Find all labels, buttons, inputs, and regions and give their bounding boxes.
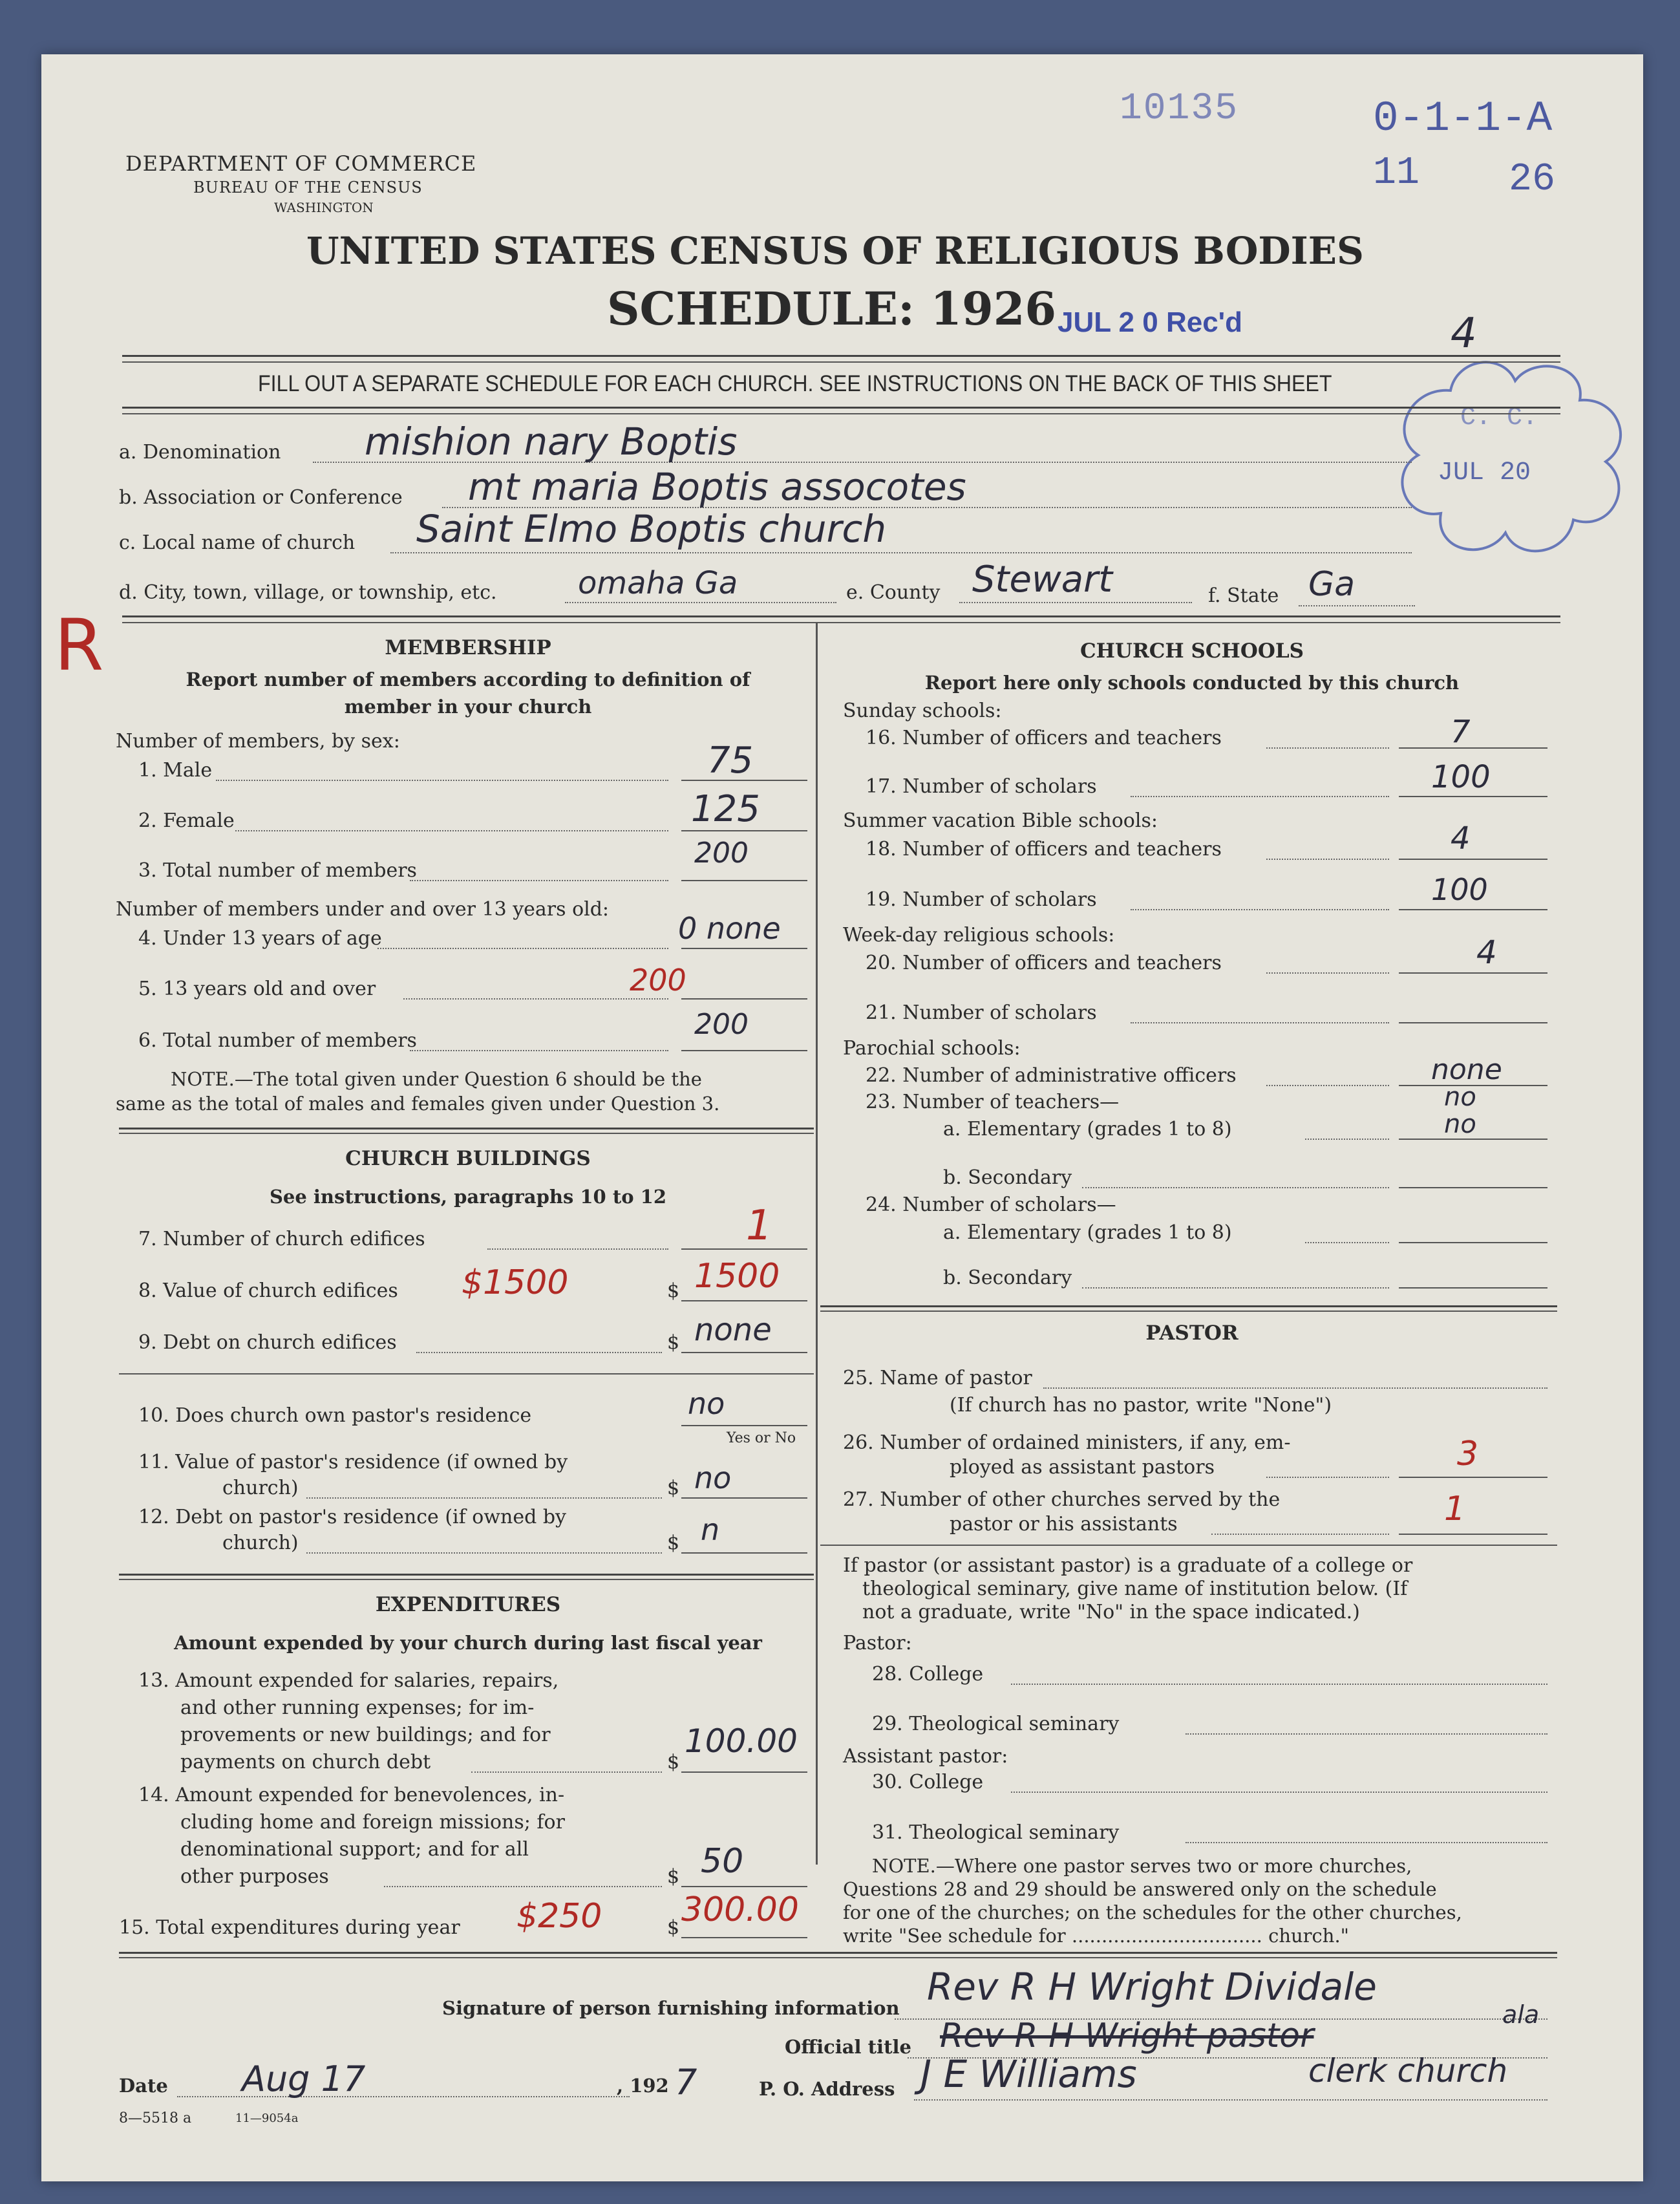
q7-value[interactable]: 1: [746, 1202, 772, 1250]
q8-dollar: $: [667, 1279, 680, 1302]
q8-value-b[interactable]: 1500: [694, 1257, 780, 1296]
schools-heading: CHURCH SCHOOLS: [1079, 639, 1304, 663]
denomination-value[interactable]: mishion nary Boptis: [365, 420, 738, 464]
pastor-note1: NOTE.—Where one pastor serves two or more churches,: [872, 1855, 1412, 1877]
age-intro: Number of members under and over 13 years old:: [116, 898, 610, 921]
q12-residence-debt: 12. Debt on pastor's residence (if owned by: [138, 1506, 566, 1528]
instruction-banner: FILL OUT A SEPARATE SCHEDULE FOR EACH CHURCH. SEE INSTRUCTIONS ON THE BACK OF THIS SHEET: [258, 371, 1332, 396]
q4-value[interactable]: 0 none: [678, 911, 781, 946]
q10-value[interactable]: no: [688, 1386, 725, 1421]
stamp-code-left: 11: [1373, 151, 1420, 195]
cc-stamp-text: C. C.: [1460, 403, 1538, 433]
q13-value[interactable]: 100.00: [685, 1722, 798, 1760]
stamp-code: 0-1-1-A: [1373, 94, 1553, 143]
state-label: f. State: [1208, 584, 1279, 607]
q25-name: 25. Name of pastor: [843, 1367, 1032, 1389]
margin-mark-r: R: [54, 604, 104, 687]
official-title-extra[interactable]: ala: [1502, 2000, 1540, 2029]
po-address-value[interactable]: J E Williams: [920, 2052, 1137, 2096]
pastor-note4: write "See schedule for ................................ church.": [843, 1925, 1350, 1947]
q1-male: 1. Male: [138, 759, 213, 782]
q10-residence: 10. Does church own pastor's residence: [138, 1404, 532, 1427]
q15-dollar: $: [667, 1916, 680, 1939]
graduate-note1: If pastor (or assistant pastor) is a graduate of a college or: [843, 1554, 1413, 1577]
bureau-name: BUREAU OF THE CENSUS: [193, 178, 423, 197]
assistant-sub-label: Assistant pastor:: [843, 1745, 1008, 1768]
q15-value-b[interactable]: 300.00: [681, 1890, 799, 1929]
q25-hint: (If church has no pastor, write "None"): [950, 1394, 1332, 1417]
form-number-2: 11—9054a: [235, 2112, 299, 2125]
q22-value[interactable]: none: [1431, 1053, 1502, 1086]
q23a-value[interactable]: no: [1444, 1109, 1476, 1139]
yes-no-hint: Yes or No: [727, 1430, 796, 1446]
q26-line2: ployed as assistant pastors: [950, 1456, 1215, 1479]
q15-total: 15. Total expenditures during year: [119, 1916, 460, 1939]
q24-scholars: 24. Number of scholars—: [866, 1193, 1116, 1216]
q23a-elementary: a. Elementary (grades 1 to 8): [943, 1118, 1232, 1140]
pastor-sub-label: Pastor:: [843, 1632, 912, 1654]
po-address-label: P. O. Address: [759, 2078, 895, 2100]
year-digit[interactable]: 7: [675, 2062, 697, 2102]
membership-note1: NOTE.—The total given under Question 6 should be the: [171, 1068, 702, 1090]
q27-value[interactable]: 1: [1444, 1490, 1466, 1528]
q2-female: 2. Female: [138, 809, 235, 832]
received-stamp: JUL 2 0 Rec'd: [1058, 306, 1242, 338]
association-label: b. Association or Conference: [119, 486, 403, 509]
year-prefix: , 192: [617, 2075, 669, 2097]
dept-name: DEPARTMENT OF COMMERCE: [125, 151, 477, 176]
q2-value[interactable]: 125: [691, 788, 760, 830]
q9-debt: 9. Debt on church edifices: [138, 1331, 397, 1354]
stamp-number: 10135: [1120, 88, 1239, 130]
weekday-schools-label: Week-day religious schools:: [843, 924, 1115, 947]
parochial-schools-label: Parochial schools:: [843, 1037, 1021, 1060]
q13-line1: 13. Amount expended for salaries, repairs,: [138, 1669, 559, 1692]
q27-line1: 27. Number of other churches served by the: [843, 1488, 1281, 1511]
q21-scholars: 21. Number of scholars: [866, 1001, 1097, 1024]
q28-college: 28. College: [872, 1663, 984, 1685]
q18-value[interactable]: 4: [1451, 820, 1471, 857]
po-address-extra[interactable]: clerk church: [1308, 2052, 1508, 2090]
q12-church: church): [222, 1532, 299, 1554]
buildings-sub: See instructions, paragraphs 10 to 12: [269, 1186, 667, 1208]
summer-schools-label: Summer vacation Bible schools:: [843, 809, 1158, 832]
cc-stamp-date: JUL 20: [1438, 458, 1531, 487]
sunday-schools-label: Sunday schools:: [843, 700, 1002, 722]
q11-church: church): [222, 1477, 299, 1499]
q11-residence-value: 11. Value of pastor's residence (if owned by: [138, 1451, 568, 1473]
q19-scholars: 19. Number of scholars: [866, 888, 1097, 911]
q15-value-a[interactable]: $250: [516, 1897, 602, 1936]
membership-sub1: Report number of members according to definition of: [186, 669, 750, 690]
q20-officers: 20. Number of officers and teachers: [866, 952, 1222, 974]
q17-value[interactable]: 100: [1431, 759, 1491, 795]
city-value[interactable]: omaha Ga: [578, 565, 738, 601]
form-title: UNITED STATES CENSUS OF RELIGIOUS BODIES: [306, 229, 1364, 273]
q13-line2: and other running expenses; for im-: [180, 1696, 535, 1719]
q13-line4: payments on church debt: [180, 1751, 431, 1773]
membership-sub2: member in your church: [344, 696, 592, 718]
buildings-heading: CHURCH BUILDINGS: [345, 1147, 591, 1170]
q9-dollar: $: [667, 1331, 680, 1354]
membership-note2: same as the total of males and females given under Question 3.: [116, 1093, 720, 1115]
q9-value[interactable]: none: [694, 1312, 772, 1348]
state-value[interactable]: Ga: [1308, 565, 1356, 604]
graduate-note3: not a graduate, write "No" in the space indicated.): [862, 1601, 1360, 1623]
q23-value[interactable]: no: [1444, 1082, 1476, 1112]
graduate-note2: theological seminary, give name of institution below. (If: [862, 1578, 1408, 1600]
q5-value[interactable]: 200: [630, 963, 686, 998]
membership-heading: MEMBERSHIP: [385, 636, 551, 659]
q14-line1: 14. Amount expended for benevolences, in-: [138, 1784, 565, 1806]
q30-college: 30. College: [872, 1771, 984, 1793]
date-label: Date: [119, 2075, 168, 2097]
expenditures-heading: EXPENDITURES: [375, 1593, 561, 1616]
signature-value[interactable]: Rev R H Wright Dividale: [927, 1965, 1377, 2009]
official-title-label: Official title: [785, 2036, 911, 2058]
q4-under13: 4. Under 13 years of age: [138, 927, 382, 950]
county-value[interactable]: Stewart: [972, 559, 1113, 601]
q16-officers: 16. Number of officers and teachers: [866, 727, 1222, 749]
q12-value[interactable]: n: [701, 1512, 720, 1547]
q14-line2: cluding home and foreign missions; for: [180, 1811, 565, 1834]
q13-dollar: $: [667, 1751, 680, 1773]
members-by-sex: Number of members, by sex:: [116, 730, 400, 753]
q17-scholars: 17. Number of scholars: [866, 775, 1097, 798]
census-schedule-sheet: [41, 54, 1643, 2181]
q19-value[interactable]: 100: [1431, 872, 1488, 907]
expenditures-sub: Amount expended by your church during last fiscal year: [174, 1632, 762, 1654]
q24b-secondary: b. Secondary: [943, 1267, 1072, 1289]
q14-dollar: $: [667, 1865, 680, 1888]
q6-value[interactable]: 200: [694, 1008, 749, 1041]
margin-mark-4: 4: [1451, 310, 1477, 358]
pastor-note3: for one of the churches; on the schedules for the other churches,: [843, 1901, 1462, 1923]
q3-value[interactable]: 200: [694, 837, 749, 870]
association-value[interactable]: mt maria Boptis assocotes: [468, 465, 966, 509]
pastor-heading: PASTOR: [1145, 1321, 1239, 1345]
pastor-note2: Questions 28 and 29 should be answered only on the schedule: [843, 1878, 1437, 1900]
form-number: 8—5518 a: [119, 2110, 192, 2126]
date-value[interactable]: Aug 17: [242, 2059, 366, 2099]
q8-value-a[interactable]: $1500: [462, 1263, 569, 1302]
q8-value-edifices: 8. Value of church edifices: [138, 1279, 398, 1302]
q26-value[interactable]: 3: [1457, 1435, 1479, 1473]
q14-line3: denominational support; and for all: [180, 1838, 529, 1861]
q31-seminary: 31. Theological seminary: [872, 1821, 1120, 1844]
q18-officers: 18. Number of officers and teachers: [866, 838, 1222, 861]
q23b-secondary: b. Secondary: [943, 1166, 1072, 1189]
official-title-value[interactable]: Rev R H Wright pastor: [940, 2017, 1314, 2055]
city-label: d. City, town, village, or township, etc.: [119, 581, 497, 604]
bureau-city: WASHINGTON: [274, 200, 374, 215]
q11-dollar: $: [667, 1477, 680, 1499]
church-name-value[interactable]: Saint Elmo Boptis church: [416, 507, 887, 551]
q22-admin: 22. Number of administrative officers: [866, 1064, 1237, 1087]
church-name-label: c. Local name of church: [119, 531, 356, 554]
q12-dollar: $: [667, 1532, 680, 1554]
q26-line1: 26. Number of ordained ministers, if any, em-: [843, 1431, 1291, 1454]
county-label: e. County: [846, 581, 941, 604]
q14-value[interactable]: 50: [701, 1842, 744, 1881]
q11-value[interactable]: no: [694, 1460, 732, 1495]
stamp-code-right: 26: [1509, 158, 1556, 202]
q24a-elementary: a. Elementary (grades 1 to 8): [943, 1221, 1232, 1244]
q27-line2: pastor or his assistants: [950, 1513, 1178, 1535]
q13-line3: provements or new buildings; and for: [180, 1724, 551, 1746]
q20-value[interactable]: 4: [1476, 934, 1497, 971]
q6-total: 6. Total number of members: [138, 1029, 417, 1052]
q1-value[interactable]: 75: [707, 740, 754, 782]
q23-teachers: 23. Number of teachers—: [866, 1091, 1120, 1113]
q14-line4: other purposes: [180, 1865, 329, 1888]
schedule-year: SCHEDULE: 1926: [607, 282, 1057, 336]
denomination-label: a. Denomination: [119, 441, 281, 464]
q3-total: 3. Total number of members: [138, 859, 417, 882]
q7-edifices: 7. Number of church edifices: [138, 1228, 425, 1250]
q29-seminary: 29. Theological seminary: [872, 1713, 1120, 1735]
signature-label: Signature of person furnishing information: [442, 1997, 900, 2019]
q16-value[interactable]: 7: [1451, 714, 1471, 750]
q5-13plus: 5. 13 years old and over: [138, 978, 376, 1000]
schools-sub: Report here only schools conducted by this church: [924, 672, 1460, 694]
